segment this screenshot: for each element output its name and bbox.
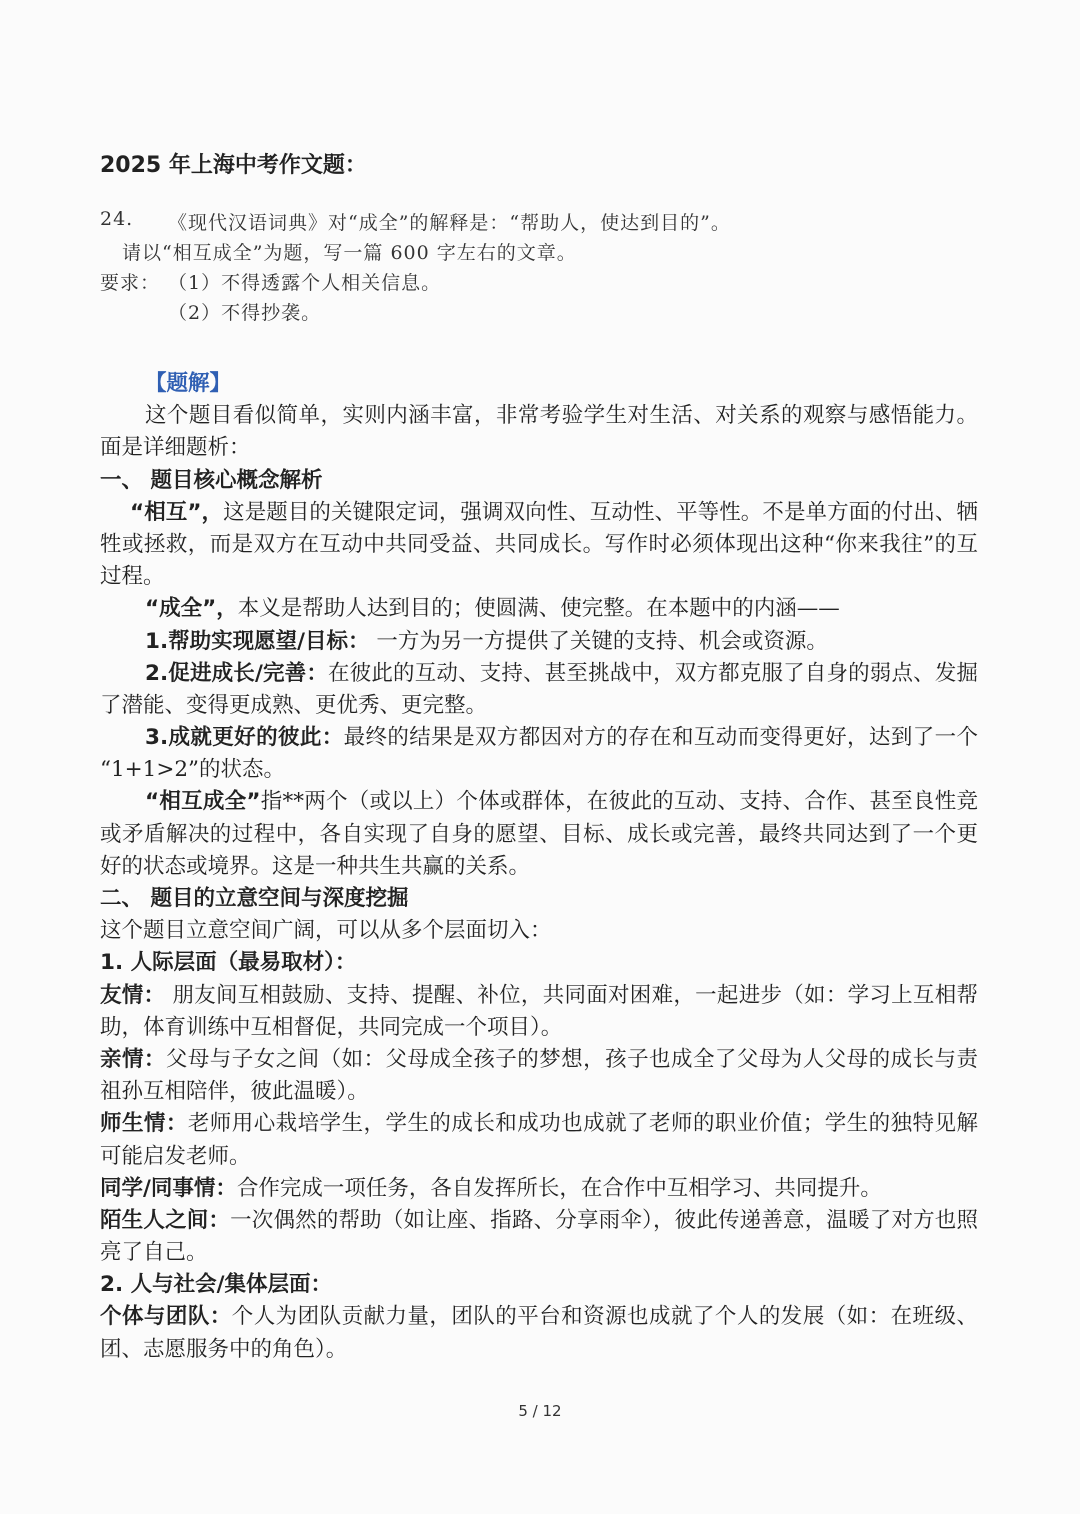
text-segment: 了潜能、变得更成熟、更优秀、更完整。: [100, 692, 488, 718]
text-segment: 这个题目立意空间广阔，可以从多个层面切入：: [100, 918, 552, 944]
question-number: 24.: [100, 208, 134, 230]
requirement-2: （2）不得抄袭。: [168, 302, 322, 324]
text-segment: 可能启发老师。: [100, 1143, 251, 1169]
bold-text: 1. 人际层面（最易取材）：: [100, 950, 357, 976]
text-line: [100, 1269, 978, 1301]
bold-text: “成全”，: [145, 596, 238, 622]
text-line: [100, 497, 978, 529]
text-segment: 助，体育训练中互相督促，共同完成一个项目）。: [100, 1014, 563, 1040]
text-line: [100, 1334, 978, 1366]
text-line: [100, 658, 978, 690]
text-segment: 祖孙互相陪伴，彼此温暖）。: [100, 1079, 369, 1105]
requirements-label: 要求：: [100, 272, 161, 294]
text-segment: 亮了自己。: [100, 1240, 208, 1266]
page-title: 2025 年上海中考作文题：: [100, 153, 367, 178]
text-line: [100, 722, 978, 754]
text-line: [100, 1301, 978, 1333]
text-line: [100, 626, 978, 658]
text-segment: 一方为另一方提供了关键的支持、机会或资源。: [369, 628, 828, 654]
bold-text: 二、 题目的立意空间与深度挖掘: [100, 886, 409, 911]
analysis-body: [100, 368, 978, 1366]
bold-text: 个体与团队：: [100, 1304, 232, 1330]
question-line-1: 《现代汉语词典》对“成全”的解释是：“帮助人，使达到目的”。: [168, 212, 731, 234]
text-line: [100, 690, 978, 722]
text-segment: 最终的结果是双方都因对方的存在和互动而变得更好，达到了一个: [343, 725, 978, 751]
text-segment: 团、志愿服务中的角色）。: [100, 1336, 348, 1362]
requirement-1: （1）不得透露个人相关信息。: [168, 272, 442, 294]
text-line: [100, 400, 978, 432]
text-segment: 个人为团队贡献力量，团队的平台和资源也成就了个人的发展（如：在班级、: [231, 1304, 978, 1330]
bold-text: “相互成全”: [145, 789, 261, 815]
text-line: [100, 1173, 978, 1205]
bold-text: 师生情：: [100, 1111, 188, 1137]
text-line: [100, 754, 978, 786]
text-line: [100, 1237, 978, 1269]
text-line: [100, 1044, 978, 1076]
text-line: [100, 851, 978, 883]
text-segment: 面是详细题析：: [100, 435, 251, 461]
text-line: [100, 432, 978, 464]
text-segment: 朋友间互相鼓励、支持、提醒、补位，共同面对困难，一起进步（如：学习上互相帮: [165, 982, 978, 1008]
text-line: [100, 819, 978, 851]
text-line: [100, 465, 978, 497]
page-number: 5 / 12: [518, 1402, 562, 1420]
text-segment: 或矛盾解决的过程中，各自实现了自身的愿望、目标、成长或完善，最终共同达到了一个更: [100, 821, 978, 847]
question-line-2: 请以“相互成全”为题，写一篇 600 字左右的文章。: [122, 242, 577, 264]
text-segment: 父母与子女之间（如：父母成全孩子的梦想，孩子也成全了父母为人父母的成长与责: [165, 1046, 978, 1072]
text-line: [100, 593, 978, 625]
text-segment: 这个题目看似简单，实则内涵丰富，非常考验学生对生活、对关系的观察与感悟能力。: [145, 403, 978, 429]
text-segment: 过程。: [100, 564, 165, 590]
text-segment: 好的状态或境界。这是一种共生共赢的关系。: [100, 853, 531, 879]
text-segment: 牲或拯救，而是双方在互动中共同受益、共同成长。写作时必须体现出这种“你来我往”的互: [100, 531, 978, 557]
text-line: [100, 529, 978, 561]
text-segment: 指**两个（或以上）个体或群体，在彼此的互动、支持、合作、甚至良性竞: [260, 789, 978, 815]
text-line: [100, 947, 978, 979]
text-line: [100, 883, 978, 915]
text-segment: 合作完成一项任务，各自发挥所长，在合作中互相学习、共同提升。: [236, 1175, 882, 1201]
text-line: [100, 561, 978, 593]
text-segment: “1+1>2”的状态。: [100, 757, 286, 783]
bold-text: 3.成就更好的彼此：: [145, 725, 344, 751]
bold-text: 亲情：: [100, 1046, 166, 1072]
bold-text: 一、 题目核心概念解析: [100, 467, 323, 493]
text-segment: 这是题目的关键限定词，强调双向性、互动性、平等性。不是单方面的付出、牺: [223, 499, 978, 525]
text-line: [100, 1141, 978, 1173]
text-line: [100, 368, 978, 400]
text-line: [100, 1108, 978, 1140]
text-line: [100, 1012, 978, 1044]
text-line: [100, 915, 978, 947]
text-line: [100, 1076, 978, 1108]
text-line: [100, 980, 978, 1012]
bold-text: 2.促进成长/完善：: [145, 660, 329, 686]
bold-text: 友情：: [100, 982, 166, 1008]
text-segment: 一次偶然的帮助（如让座、指路、分享雨伞），彼此传递善意，温暖了对方也照: [230, 1207, 978, 1233]
text-line: [100, 786, 978, 818]
bold-text: 同学/同事情：: [100, 1175, 237, 1201]
bold-text: 2. 人与社会/集体层面：: [100, 1272, 332, 1298]
text-segment: 老师用心栽培学生，学生的成长和成功也成就了老师的职业价值；学生的独特见解: [187, 1111, 978, 1137]
bold-text: 陌生人之间：: [100, 1207, 231, 1233]
text-segment: 在彼此的互动、支持、甚至挑战中，双方都克服了自身的弱点、发掘: [328, 660, 978, 686]
text-segment: 本义是帮助人达到目的；使圆满、使完整。在本题中的内涵——: [237, 596, 840, 622]
bold-text: 1.帮助实现愿望/目标：: [145, 628, 370, 654]
section-heading: 【题解】: [145, 371, 232, 396]
bold-text: “相互”，: [130, 499, 224, 525]
text-line: [100, 1205, 978, 1237]
